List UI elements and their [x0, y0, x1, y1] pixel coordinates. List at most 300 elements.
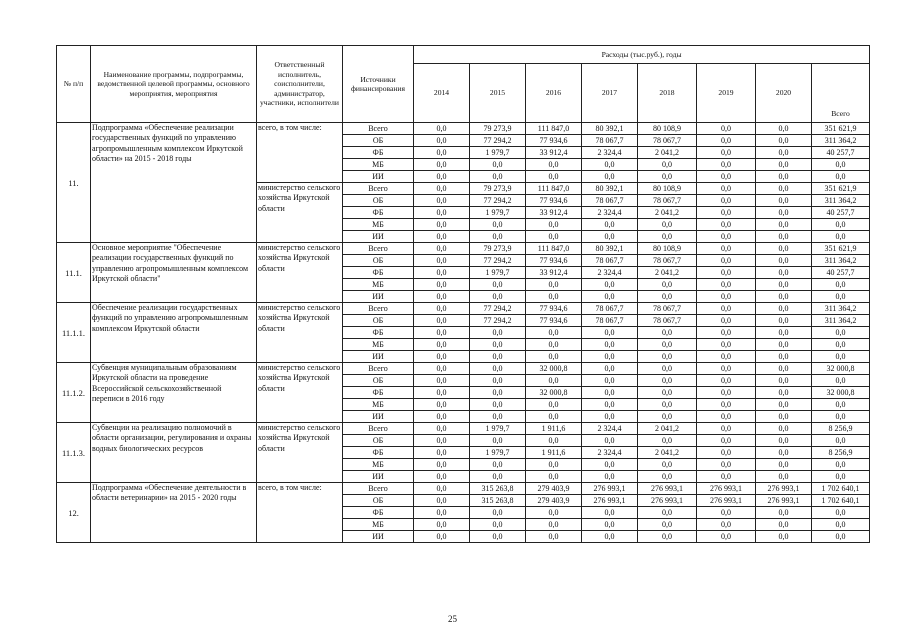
value-cell: 0,0	[697, 399, 756, 411]
total-cell: 311 364,2	[812, 303, 870, 315]
value-cell: 315 263,8	[470, 483, 526, 495]
value-cell: 0,0	[638, 363, 697, 375]
value-cell: 0,0	[756, 303, 812, 315]
value-cell: 1 979,7	[470, 423, 526, 435]
funding-source: ФБ	[343, 447, 414, 459]
value-cell: 0,0	[470, 231, 526, 243]
total-cell: 0,0	[812, 351, 870, 363]
value-cell: 1 979,7	[470, 267, 526, 279]
value-cell: 0,0	[638, 279, 697, 291]
value-cell: 1 979,7	[470, 447, 526, 459]
value-cell: 0,0	[470, 327, 526, 339]
funding-source: ФБ	[343, 387, 414, 399]
value-cell: 0,0	[756, 411, 812, 423]
row-number: 11.1.1.	[57, 303, 91, 363]
total-cell: 40 257,7	[812, 207, 870, 219]
value-cell: 0,0	[470, 159, 526, 171]
value-cell: 0,0	[697, 159, 756, 171]
value-cell: 0,0	[414, 315, 470, 327]
total-cell: 0,0	[812, 279, 870, 291]
total-cell: 0,0	[812, 531, 870, 543]
funding-source: ФБ	[343, 327, 414, 339]
total-cell: 1 702 640,1	[812, 495, 870, 507]
value-cell: 0,0	[582, 507, 638, 519]
value-cell: 0,0	[582, 351, 638, 363]
total-cell: 8 256,9	[812, 423, 870, 435]
value-cell: 0,0	[526, 459, 582, 471]
value-cell: 78 067,7	[638, 135, 697, 147]
total-cell: 311 364,2	[812, 315, 870, 327]
executor: министерство сельского хозяйства Иркутской области	[257, 363, 343, 423]
header-year: 2018	[638, 64, 697, 123]
funding-source: ИИ	[343, 411, 414, 423]
total-cell: 32 000,8	[812, 363, 870, 375]
value-cell: 0,0	[756, 147, 812, 159]
value-cell: 77 294,2	[470, 303, 526, 315]
value-cell: 0,0	[582, 531, 638, 543]
program-name: Основное мероприятие "Обеспечение реализации государственных функций по управлению агропромышленным комплексом Иркутской области"	[91, 243, 257, 303]
value-cell: 0,0	[526, 531, 582, 543]
value-cell: 80 108,9	[638, 123, 697, 135]
funding-source: ФБ	[343, 507, 414, 519]
value-cell: 77 934,6	[526, 315, 582, 327]
value-cell: 0,0	[756, 363, 812, 375]
total-cell: 0,0	[812, 231, 870, 243]
value-cell: 33 912,4	[526, 207, 582, 219]
value-cell: 0,0	[414, 531, 470, 543]
value-cell: 0,0	[414, 423, 470, 435]
value-cell: 33 912,4	[526, 267, 582, 279]
value-cell: 78 067,7	[638, 303, 697, 315]
value-cell: 0,0	[414, 447, 470, 459]
value-cell: 111 847,0	[526, 183, 582, 195]
value-cell: 0,0	[414, 519, 470, 531]
value-cell: 0,0	[756, 423, 812, 435]
value-cell: 276 993,1	[756, 495, 812, 507]
value-cell: 0,0	[414, 147, 470, 159]
value-cell: 0,0	[414, 243, 470, 255]
value-cell: 0,0	[697, 363, 756, 375]
funding-source: ФБ	[343, 147, 414, 159]
value-cell: 0,0	[526, 279, 582, 291]
total-cell: 0,0	[812, 375, 870, 387]
value-cell: 0,0	[470, 507, 526, 519]
value-cell: 0,0	[756, 243, 812, 255]
value-cell: 0,0	[526, 411, 582, 423]
funding-source: МБ	[343, 279, 414, 291]
executor: министерство сельского хозяйства Иркутской области	[257, 303, 343, 363]
value-cell: 77 934,6	[526, 135, 582, 147]
header-num: № п/п	[57, 46, 91, 123]
value-cell: 111 847,0	[526, 123, 582, 135]
total-cell: 311 364,2	[812, 255, 870, 267]
value-cell: 0,0	[638, 219, 697, 231]
value-cell: 0,0	[470, 375, 526, 387]
value-cell: 0,0	[526, 351, 582, 363]
funding-source: Всего	[343, 363, 414, 375]
total-cell: 0,0	[812, 399, 870, 411]
value-cell: 0,0	[582, 339, 638, 351]
value-cell: 0,0	[638, 435, 697, 447]
value-cell: 276 993,1	[582, 483, 638, 495]
value-cell: 2 324,4	[582, 423, 638, 435]
value-cell: 0,0	[470, 363, 526, 375]
funding-source: Всего	[343, 123, 414, 135]
value-cell: 77 934,6	[526, 255, 582, 267]
value-cell: 0,0	[526, 339, 582, 351]
row-number: 11.1.2.	[57, 363, 91, 423]
value-cell: 0,0	[756, 399, 812, 411]
value-cell: 77 294,2	[470, 315, 526, 327]
value-cell: 0,0	[414, 195, 470, 207]
value-cell: 79 273,9	[470, 183, 526, 195]
value-cell: 0,0	[414, 267, 470, 279]
value-cell: 78 067,7	[582, 255, 638, 267]
value-cell: 0,0	[414, 135, 470, 147]
value-cell: 0,0	[756, 351, 812, 363]
value-cell: 0,0	[697, 291, 756, 303]
funding-source: МБ	[343, 459, 414, 471]
value-cell: 0,0	[414, 483, 470, 495]
value-cell: 315 263,8	[470, 495, 526, 507]
value-cell: 80 108,9	[638, 243, 697, 255]
funding-source: ИИ	[343, 231, 414, 243]
value-cell: 0,0	[697, 459, 756, 471]
funding-source: Всего	[343, 423, 414, 435]
value-cell: 0,0	[470, 471, 526, 483]
value-cell: 276 993,1	[638, 483, 697, 495]
value-cell: 0,0	[756, 231, 812, 243]
value-cell: 0,0	[756, 255, 812, 267]
value-cell: 0,0	[526, 171, 582, 183]
total-cell: 0,0	[812, 171, 870, 183]
value-cell: 0,0	[638, 351, 697, 363]
table-row	[57, 483, 870, 495]
value-cell: 2 041,2	[638, 267, 697, 279]
table-body	[57, 123, 870, 543]
value-cell: 0,0	[414, 435, 470, 447]
value-cell: 0,0	[697, 207, 756, 219]
value-cell: 0,0	[697, 231, 756, 243]
value-cell: 0,0	[756, 279, 812, 291]
value-cell: 0,0	[414, 303, 470, 315]
value-cell: 2 324,4	[582, 447, 638, 459]
funding-source: ИИ	[343, 471, 414, 483]
value-cell: 0,0	[414, 231, 470, 243]
value-cell: 0,0	[582, 435, 638, 447]
value-cell: 0,0	[526, 291, 582, 303]
value-cell: 0,0	[414, 351, 470, 363]
value-cell: 0,0	[697, 171, 756, 183]
expenses-table	[56, 45, 870, 543]
funding-source: Всего	[343, 483, 414, 495]
value-cell: 0,0	[638, 519, 697, 531]
value-cell: 0,0	[414, 219, 470, 231]
value-cell: 279 403,9	[526, 483, 582, 495]
value-cell: 0,0	[526, 327, 582, 339]
value-cell: 0,0	[697, 471, 756, 483]
value-cell: 0,0	[756, 171, 812, 183]
table-row	[57, 123, 870, 135]
value-cell: 0,0	[470, 387, 526, 399]
value-cell: 0,0	[470, 531, 526, 543]
table-row	[57, 243, 870, 255]
value-cell: 0,0	[582, 279, 638, 291]
value-cell: 78 067,7	[582, 135, 638, 147]
value-cell: 0,0	[582, 387, 638, 399]
value-cell: 0,0	[756, 219, 812, 231]
value-cell: 0,0	[638, 291, 697, 303]
total-cell: 0,0	[812, 159, 870, 171]
funding-source: ОБ	[343, 195, 414, 207]
value-cell: 77 934,6	[526, 303, 582, 315]
value-cell: 0,0	[414, 291, 470, 303]
funding-source: ИИ	[343, 171, 414, 183]
funding-source: ФБ	[343, 207, 414, 219]
value-cell: 0,0	[697, 411, 756, 423]
value-cell: 0,0	[756, 531, 812, 543]
value-cell: 0,0	[414, 495, 470, 507]
funding-source: ИИ	[343, 291, 414, 303]
value-cell: 0,0	[756, 447, 812, 459]
value-cell: 2 324,4	[582, 207, 638, 219]
funding-source: ОБ	[343, 255, 414, 267]
value-cell: 276 993,1	[697, 483, 756, 495]
funding-source: ФБ	[343, 267, 414, 279]
value-cell: 0,0	[414, 411, 470, 423]
value-cell: 0,0	[582, 327, 638, 339]
value-cell: 0,0	[582, 363, 638, 375]
value-cell: 0,0	[697, 387, 756, 399]
value-cell: 2 041,2	[638, 447, 697, 459]
value-cell: 0,0	[414, 327, 470, 339]
value-cell: 0,0	[470, 219, 526, 231]
value-cell: 0,0	[697, 243, 756, 255]
value-cell: 0,0	[414, 363, 470, 375]
value-cell: 78 067,7	[582, 303, 638, 315]
value-cell: 0,0	[582, 411, 638, 423]
header-year: 2014	[414, 64, 470, 123]
value-cell: 0,0	[414, 471, 470, 483]
value-cell: 78 067,7	[638, 315, 697, 327]
value-cell: 0,0	[756, 339, 812, 351]
row-number: 11.1.3.	[57, 423, 91, 483]
total-cell: 351 621,9	[812, 123, 870, 135]
total-cell: 0,0	[812, 471, 870, 483]
value-cell: 2 041,2	[638, 207, 697, 219]
value-cell: 0,0	[470, 279, 526, 291]
header-executor: Ответственный исполнитель, соисполнители, администратор, участники, исполнители	[257, 46, 343, 123]
value-cell: 0,0	[582, 375, 638, 387]
value-cell: 78 067,7	[638, 195, 697, 207]
value-cell: 0,0	[697, 447, 756, 459]
funding-source: МБ	[343, 519, 414, 531]
value-cell: 0,0	[638, 399, 697, 411]
funding-source: ОБ	[343, 135, 414, 147]
value-cell: 77 934,6	[526, 195, 582, 207]
total-cell: 351 621,9	[812, 183, 870, 195]
value-cell: 276 993,1	[756, 483, 812, 495]
total-cell: 0,0	[812, 507, 870, 519]
value-cell: 0,0	[697, 183, 756, 195]
value-cell: 0,0	[638, 531, 697, 543]
total-cell: 311 364,2	[812, 135, 870, 147]
total-cell: 0,0	[812, 339, 870, 351]
value-cell: 0,0	[414, 399, 470, 411]
value-cell: 0,0	[697, 147, 756, 159]
value-cell: 78 067,7	[582, 315, 638, 327]
value-cell: 77 294,2	[470, 195, 526, 207]
value-cell: 0,0	[526, 219, 582, 231]
value-cell: 0,0	[697, 519, 756, 531]
value-cell: 0,0	[470, 459, 526, 471]
value-cell: 0,0	[697, 315, 756, 327]
value-cell: 2 324,4	[582, 267, 638, 279]
value-cell: 0,0	[697, 339, 756, 351]
value-cell: 0,0	[638, 231, 697, 243]
value-cell: 0,0	[756, 519, 812, 531]
header-source: Источники финансирования	[343, 46, 414, 123]
value-cell: 0,0	[414, 207, 470, 219]
value-cell: 0,0	[414, 171, 470, 183]
value-cell: 0,0	[756, 471, 812, 483]
header-year: 2017	[582, 64, 638, 123]
value-cell: 0,0	[697, 255, 756, 267]
funding-source: ОБ	[343, 435, 414, 447]
value-cell: 0,0	[756, 159, 812, 171]
value-cell: 0,0	[638, 507, 697, 519]
total-cell: 8 256,9	[812, 447, 870, 459]
value-cell: 77 294,2	[470, 135, 526, 147]
value-cell: 279 403,9	[526, 495, 582, 507]
value-cell: 0,0	[582, 291, 638, 303]
value-cell: 0,0	[582, 231, 638, 243]
value-cell: 0,0	[756, 135, 812, 147]
value-cell: 0,0	[414, 123, 470, 135]
row-number: 12.	[57, 483, 91, 543]
value-cell: 0,0	[638, 171, 697, 183]
value-cell: 0,0	[638, 327, 697, 339]
value-cell: 80 108,9	[638, 183, 697, 195]
value-cell: 80 392,1	[582, 243, 638, 255]
total-cell: 32 000,8	[812, 387, 870, 399]
value-cell: 0,0	[414, 159, 470, 171]
total-cell: 40 257,7	[812, 147, 870, 159]
funding-source: ИИ	[343, 531, 414, 543]
header-expenses: Расходы (тыс.руб.), годы	[414, 46, 870, 64]
value-cell: 276 993,1	[582, 495, 638, 507]
value-cell: 0,0	[756, 123, 812, 135]
value-cell: 0,0	[526, 159, 582, 171]
value-cell: 0,0	[638, 387, 697, 399]
value-cell: 0,0	[697, 375, 756, 387]
program-name: Субвенция муниципальным образованиям Иркутской области на проведение Всероссийской сельскохозяйственной переписи в 2016 году	[91, 363, 257, 423]
value-cell: 0,0	[582, 399, 638, 411]
funding-source: ОБ	[343, 315, 414, 327]
value-cell: 0,0	[526, 435, 582, 447]
value-cell: 2 041,2	[638, 147, 697, 159]
value-cell: 0,0	[697, 219, 756, 231]
value-cell: 0,0	[526, 231, 582, 243]
total-cell: 0,0	[812, 411, 870, 423]
funding-source: МБ	[343, 399, 414, 411]
value-cell: 0,0	[697, 351, 756, 363]
value-cell: 0,0	[470, 351, 526, 363]
value-cell: 0,0	[470, 399, 526, 411]
funding-source: ОБ	[343, 495, 414, 507]
executor: всего, в том числе:	[257, 483, 343, 543]
executor: министерство сельского хозяйства Иркутской области	[257, 183, 343, 243]
value-cell: 1 911,6	[526, 447, 582, 459]
value-cell: 0,0	[526, 375, 582, 387]
value-cell: 0,0	[697, 435, 756, 447]
value-cell: 0,0	[470, 411, 526, 423]
header-year: 2019	[697, 64, 756, 123]
value-cell: 0,0	[756, 387, 812, 399]
funding-source: ОБ	[343, 375, 414, 387]
total-cell: 351 621,9	[812, 243, 870, 255]
value-cell: 0,0	[697, 123, 756, 135]
value-cell: 0,0	[697, 303, 756, 315]
value-cell: 0,0	[582, 171, 638, 183]
executor: всего, в том числе:	[257, 123, 343, 183]
value-cell: 0,0	[638, 339, 697, 351]
value-cell: 0,0	[582, 219, 638, 231]
value-cell: 0,0	[414, 339, 470, 351]
program-name: Обеспечение реализации государственных функций по управлению агропромышленным комплексом Иркутской области	[91, 303, 257, 363]
value-cell: 0,0	[756, 327, 812, 339]
value-cell: 276 993,1	[638, 495, 697, 507]
value-cell: 79 273,9	[470, 243, 526, 255]
value-cell: 0,0	[582, 159, 638, 171]
total-cell: 0,0	[812, 459, 870, 471]
value-cell: 0,0	[697, 327, 756, 339]
value-cell: 0,0	[414, 375, 470, 387]
value-cell: 0,0	[414, 183, 470, 195]
value-cell: 0,0	[697, 195, 756, 207]
value-cell: 33 912,4	[526, 147, 582, 159]
total-cell: 1 702 640,1	[812, 483, 870, 495]
funding-source: ИИ	[343, 351, 414, 363]
value-cell: 0,0	[638, 375, 697, 387]
value-cell: 80 392,1	[582, 123, 638, 135]
value-cell: 0,0	[756, 291, 812, 303]
table-row	[57, 303, 870, 315]
value-cell: 0,0	[470, 171, 526, 183]
header-year: 2015	[470, 64, 526, 123]
value-cell: 32 000,8	[526, 387, 582, 399]
program-name: Подпрограмма «Обеспечение деятельности в области ветеринарии» на 2015 - 2020 годы	[91, 483, 257, 543]
value-cell: 276 993,1	[697, 495, 756, 507]
program-name: Субвенции на реализацию полномочий в области организации, регулирования и охраны водных биологических ресурсов	[91, 423, 257, 483]
value-cell: 0,0	[697, 279, 756, 291]
funding-source: Всего	[343, 243, 414, 255]
value-cell: 77 294,2	[470, 255, 526, 267]
total-cell: 0,0	[812, 291, 870, 303]
total-cell: 40 257,7	[812, 267, 870, 279]
total-cell: 0,0	[812, 327, 870, 339]
value-cell: 1 911,6	[526, 423, 582, 435]
value-cell: 1 979,7	[470, 147, 526, 159]
value-cell: 0,0	[638, 159, 697, 171]
value-cell: 0,0	[756, 267, 812, 279]
total-cell: 0,0	[812, 435, 870, 447]
header-year: 2020	[756, 64, 812, 123]
value-cell: 0,0	[697, 135, 756, 147]
page-number: 25	[448, 614, 457, 624]
value-cell: 1 979,7	[470, 207, 526, 219]
value-cell: 0,0	[526, 519, 582, 531]
